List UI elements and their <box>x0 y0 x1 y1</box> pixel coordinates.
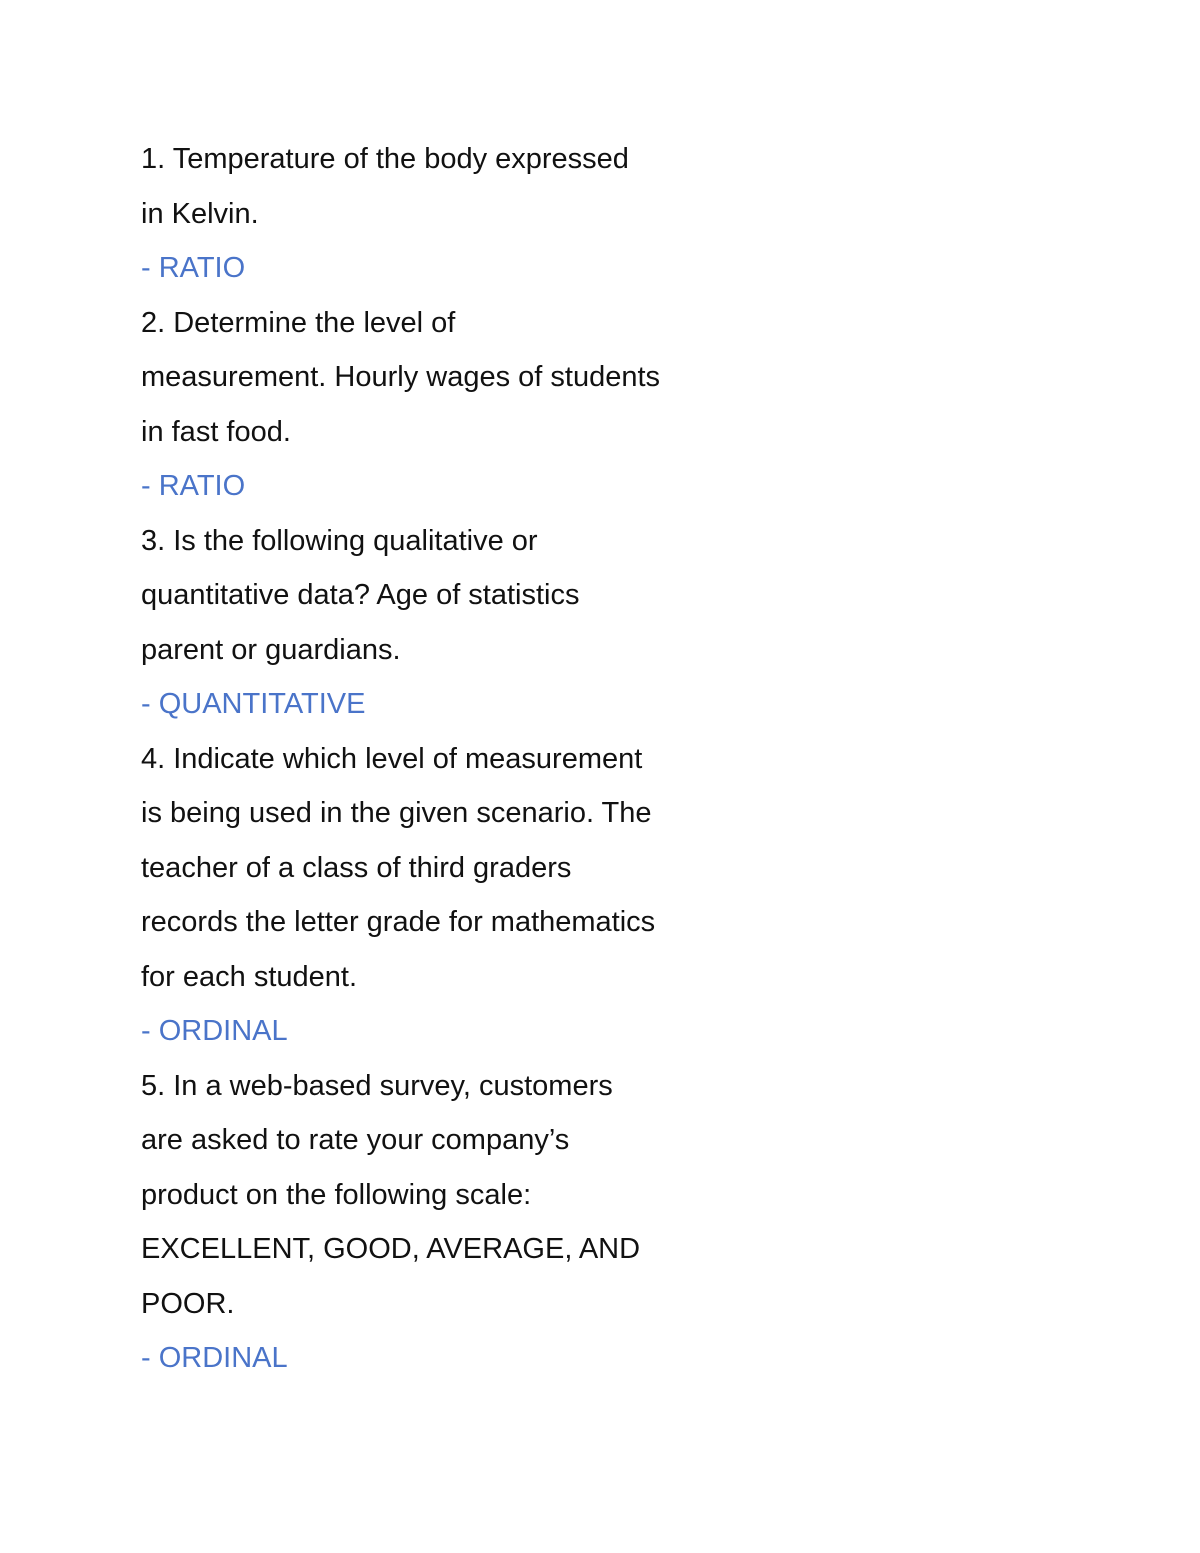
answer-4: - ORDINAL <box>141 1015 288 1047</box>
question-4-line-3: teacher of a class of third graders <box>141 851 572 884</box>
question-3 <box>141 514 741 732</box>
answer-1: - RATIO <box>141 252 246 284</box>
question-4-line-4: records the letter grade for mathematics <box>141 906 656 938</box>
answer-2: - RATIO <box>141 470 246 502</box>
question-2-line-3: in fast food. <box>141 415 291 448</box>
question-1-line-1: 1. Temperature of the body expressed <box>141 143 629 175</box>
question-2 <box>141 296 741 514</box>
question-3-line-1: 3. Is the following qualitative or <box>141 524 538 557</box>
question-5-line-1: 5. In a web-based survey, customers <box>141 1069 613 1102</box>
question-4 <box>141 732 741 1059</box>
answer-3: - QUANTITATIVE <box>141 688 366 720</box>
question-2-line-2: measurement. Hourly wages of students <box>141 361 661 393</box>
question-4-line-2: is being used in the given scenario. The <box>141 797 652 829</box>
question-3-line-3: parent or guardians. <box>141 633 401 666</box>
question-1 <box>141 132 741 296</box>
question-4-line-5: for each student. <box>141 960 358 993</box>
question-5-line-3: product on the following scale: <box>141 1178 532 1211</box>
question-3-line-2: quantitative data? Age of statistics <box>141 579 580 611</box>
question-5-line-2: are asked to rate your company’s <box>141 1124 570 1156</box>
question-5-line-5: POOR. <box>141 1287 235 1320</box>
question-5 <box>141 1059 741 1386</box>
question-1-line-2: in Kelvin. <box>141 197 259 230</box>
document-body <box>141 132 741 1386</box>
question-4-line-1: 4. Indicate which level of measurement <box>141 742 643 775</box>
answer-5: - ORDINAL <box>141 1342 288 1374</box>
question-5-line-4: EXCELLENT, GOOD, AVERAGE, AND <box>141 1233 641 1265</box>
question-2-line-1: 2. Determine the level of <box>141 306 456 339</box>
